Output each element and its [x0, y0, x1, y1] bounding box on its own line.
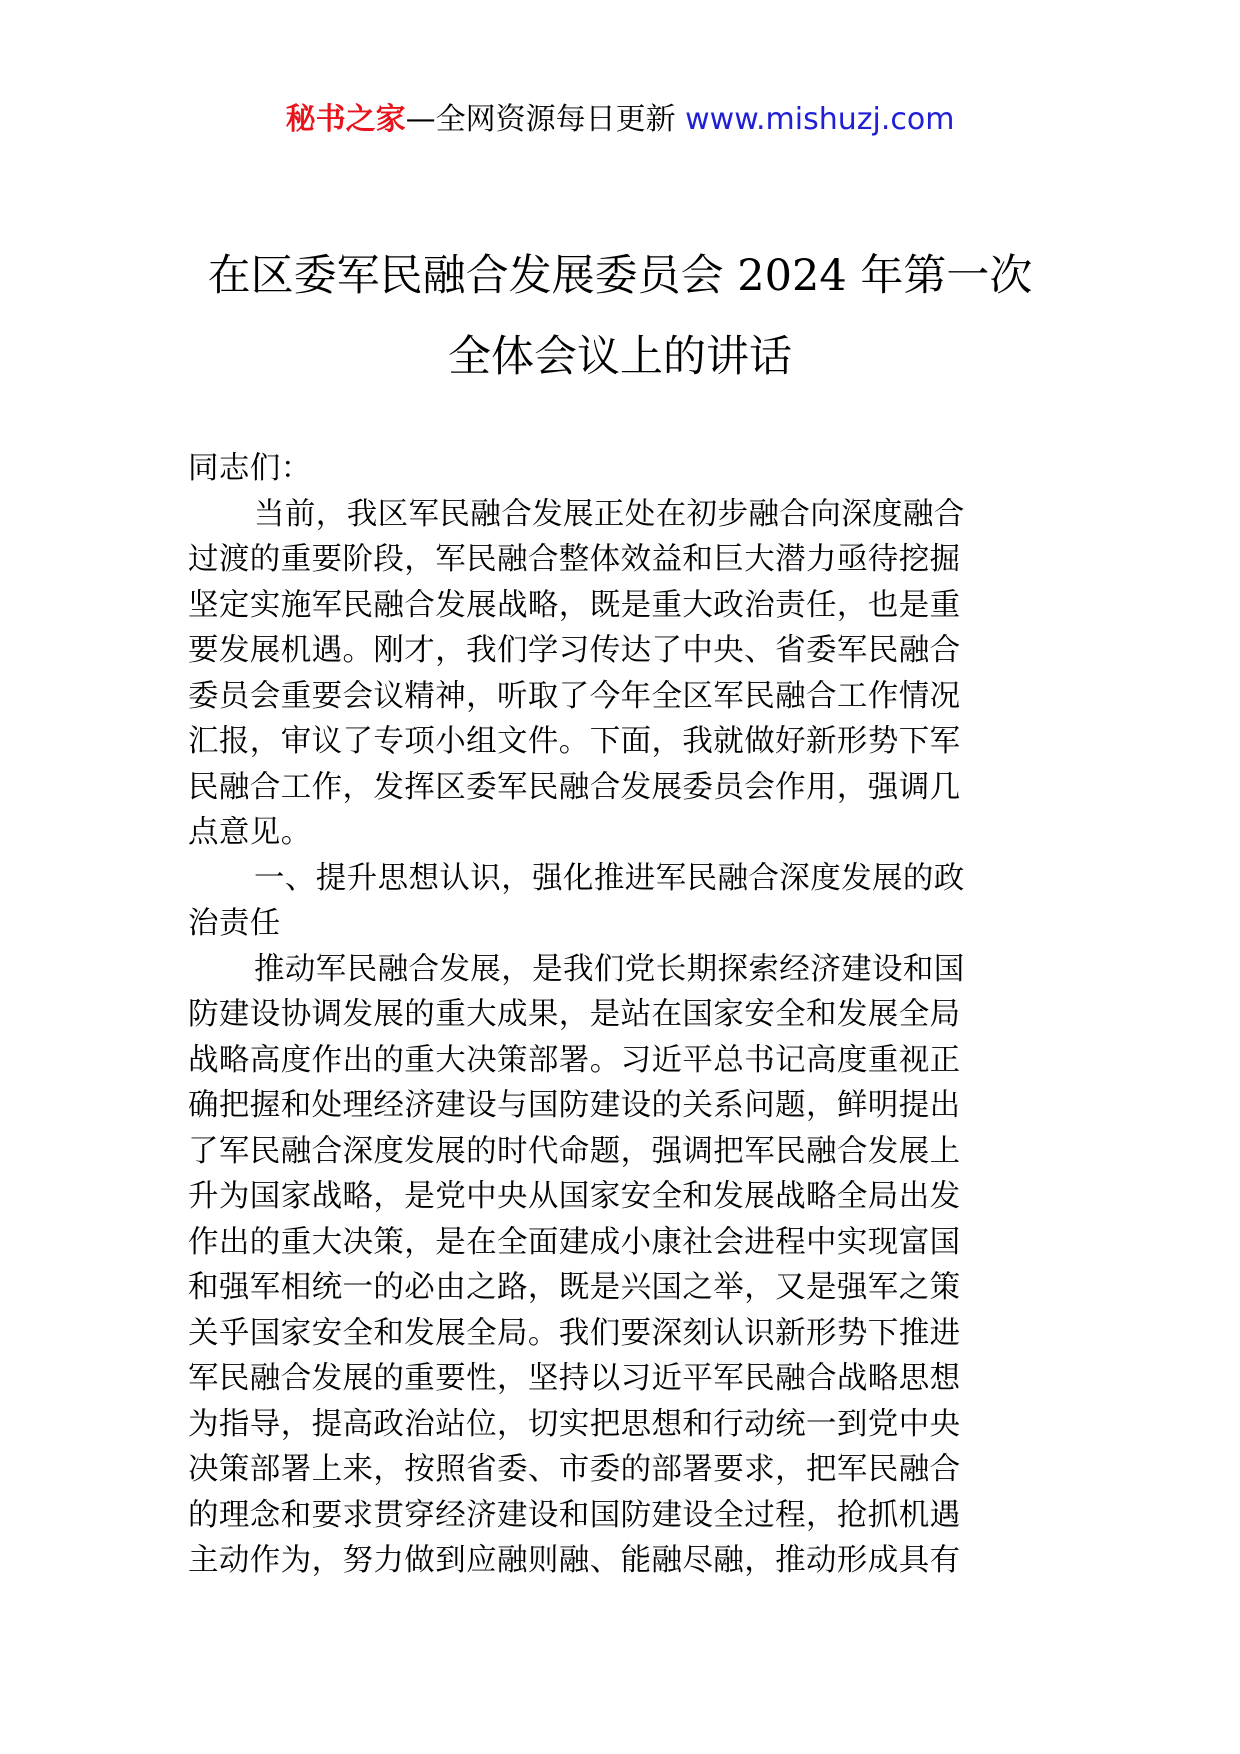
body-line: 了军民融合深度发展的时代命题，强调把军民融合发展上	[188, 1133, 961, 1169]
page-header	[0, 98, 1240, 142]
body-line: 坚定实施军民融合发展战略，既是重大政治责任，也是重	[188, 587, 961, 623]
body-line: 和强军相统一的必由之路，既是兴国之举，又是强军之策	[188, 1270, 961, 1305]
body-line: 的理念和要求贯穿经济建设和国防建设全过程，抢抓机遇	[188, 1497, 961, 1533]
body-line: 要发展机遇。刚才，我们学习传达了中央、省委军民融合	[188, 633, 961, 668]
document-title	[150, 236, 1090, 398]
body-line: 防建设协调发展的重大成果，是站在国家安全和发展全局	[188, 997, 961, 1032]
body-line: 为指导，提高政治站位，切实把思想和行动统一到党中央	[188, 1406, 961, 1442]
body-line: 作出的重大决策，是在全面建成小康社会进程中实现富国	[188, 1224, 961, 1260]
document-body	[188, 446, 1054, 1584]
body-line: 点意见。	[188, 815, 312, 850]
body-line: 主动作为，努力做到应融则融、能融尽融，推动形成具有	[188, 1543, 961, 1578]
header-site-link[interactable]: www.mishuzj.com	[685, 102, 955, 137]
section-heading: 治责任	[188, 906, 281, 941]
body-line: 汇报，审议了专项小组文件。下面，我就做好新形势下军	[188, 724, 961, 759]
title-line-1: 在区委军民融合发展委员会 2024 年第一次	[207, 251, 1033, 301]
body-line: 民融合工作，发挥区委军民融合发展委员会作用，强调几	[188, 769, 961, 805]
section-heading: 一、提升思想认识，强化推进军民融合深度发展的政	[254, 860, 965, 896]
body-line: 委员会重要会议精神，听取了今年全区军民融合工作情况	[188, 678, 961, 714]
salutation: 同志们：	[188, 451, 312, 486]
body-line: 关乎国家安全和发展全局。我们要深刻认识新形势下推进	[188, 1315, 961, 1351]
header-slogan: —全网资源每日更新	[405, 102, 676, 137]
body-line: 决策部署上来，按照省委、市委的部署要求，把军民融合	[188, 1452, 961, 1487]
body-line: 军民融合发展的重要性，坚持以习近平军民融合战略思想	[188, 1361, 961, 1396]
body-line: 当前，我区军民融合发展正处在初步融合向深度融合	[254, 496, 965, 532]
body-line: 推动军民融合发展，是我们党长期探索经济建设和国	[254, 951, 965, 987]
body-line: 确把握和处理经济建设与国防建设的关系问题，鲜明提出	[188, 1088, 961, 1123]
body-line: 升为国家战略，是党中央从国家安全和发展战略全局出发	[188, 1179, 961, 1214]
header-brand: 秘书之家	[285, 102, 406, 137]
body-line: 战略高度作出的重大决策部署。习近平总书记高度重视正	[188, 1042, 961, 1078]
body-line: 过渡的重要阶段，军民融合整体效益和巨大潜力亟待挖掘	[188, 542, 961, 577]
title-line-2: 全体会议上的讲话	[448, 332, 792, 382]
